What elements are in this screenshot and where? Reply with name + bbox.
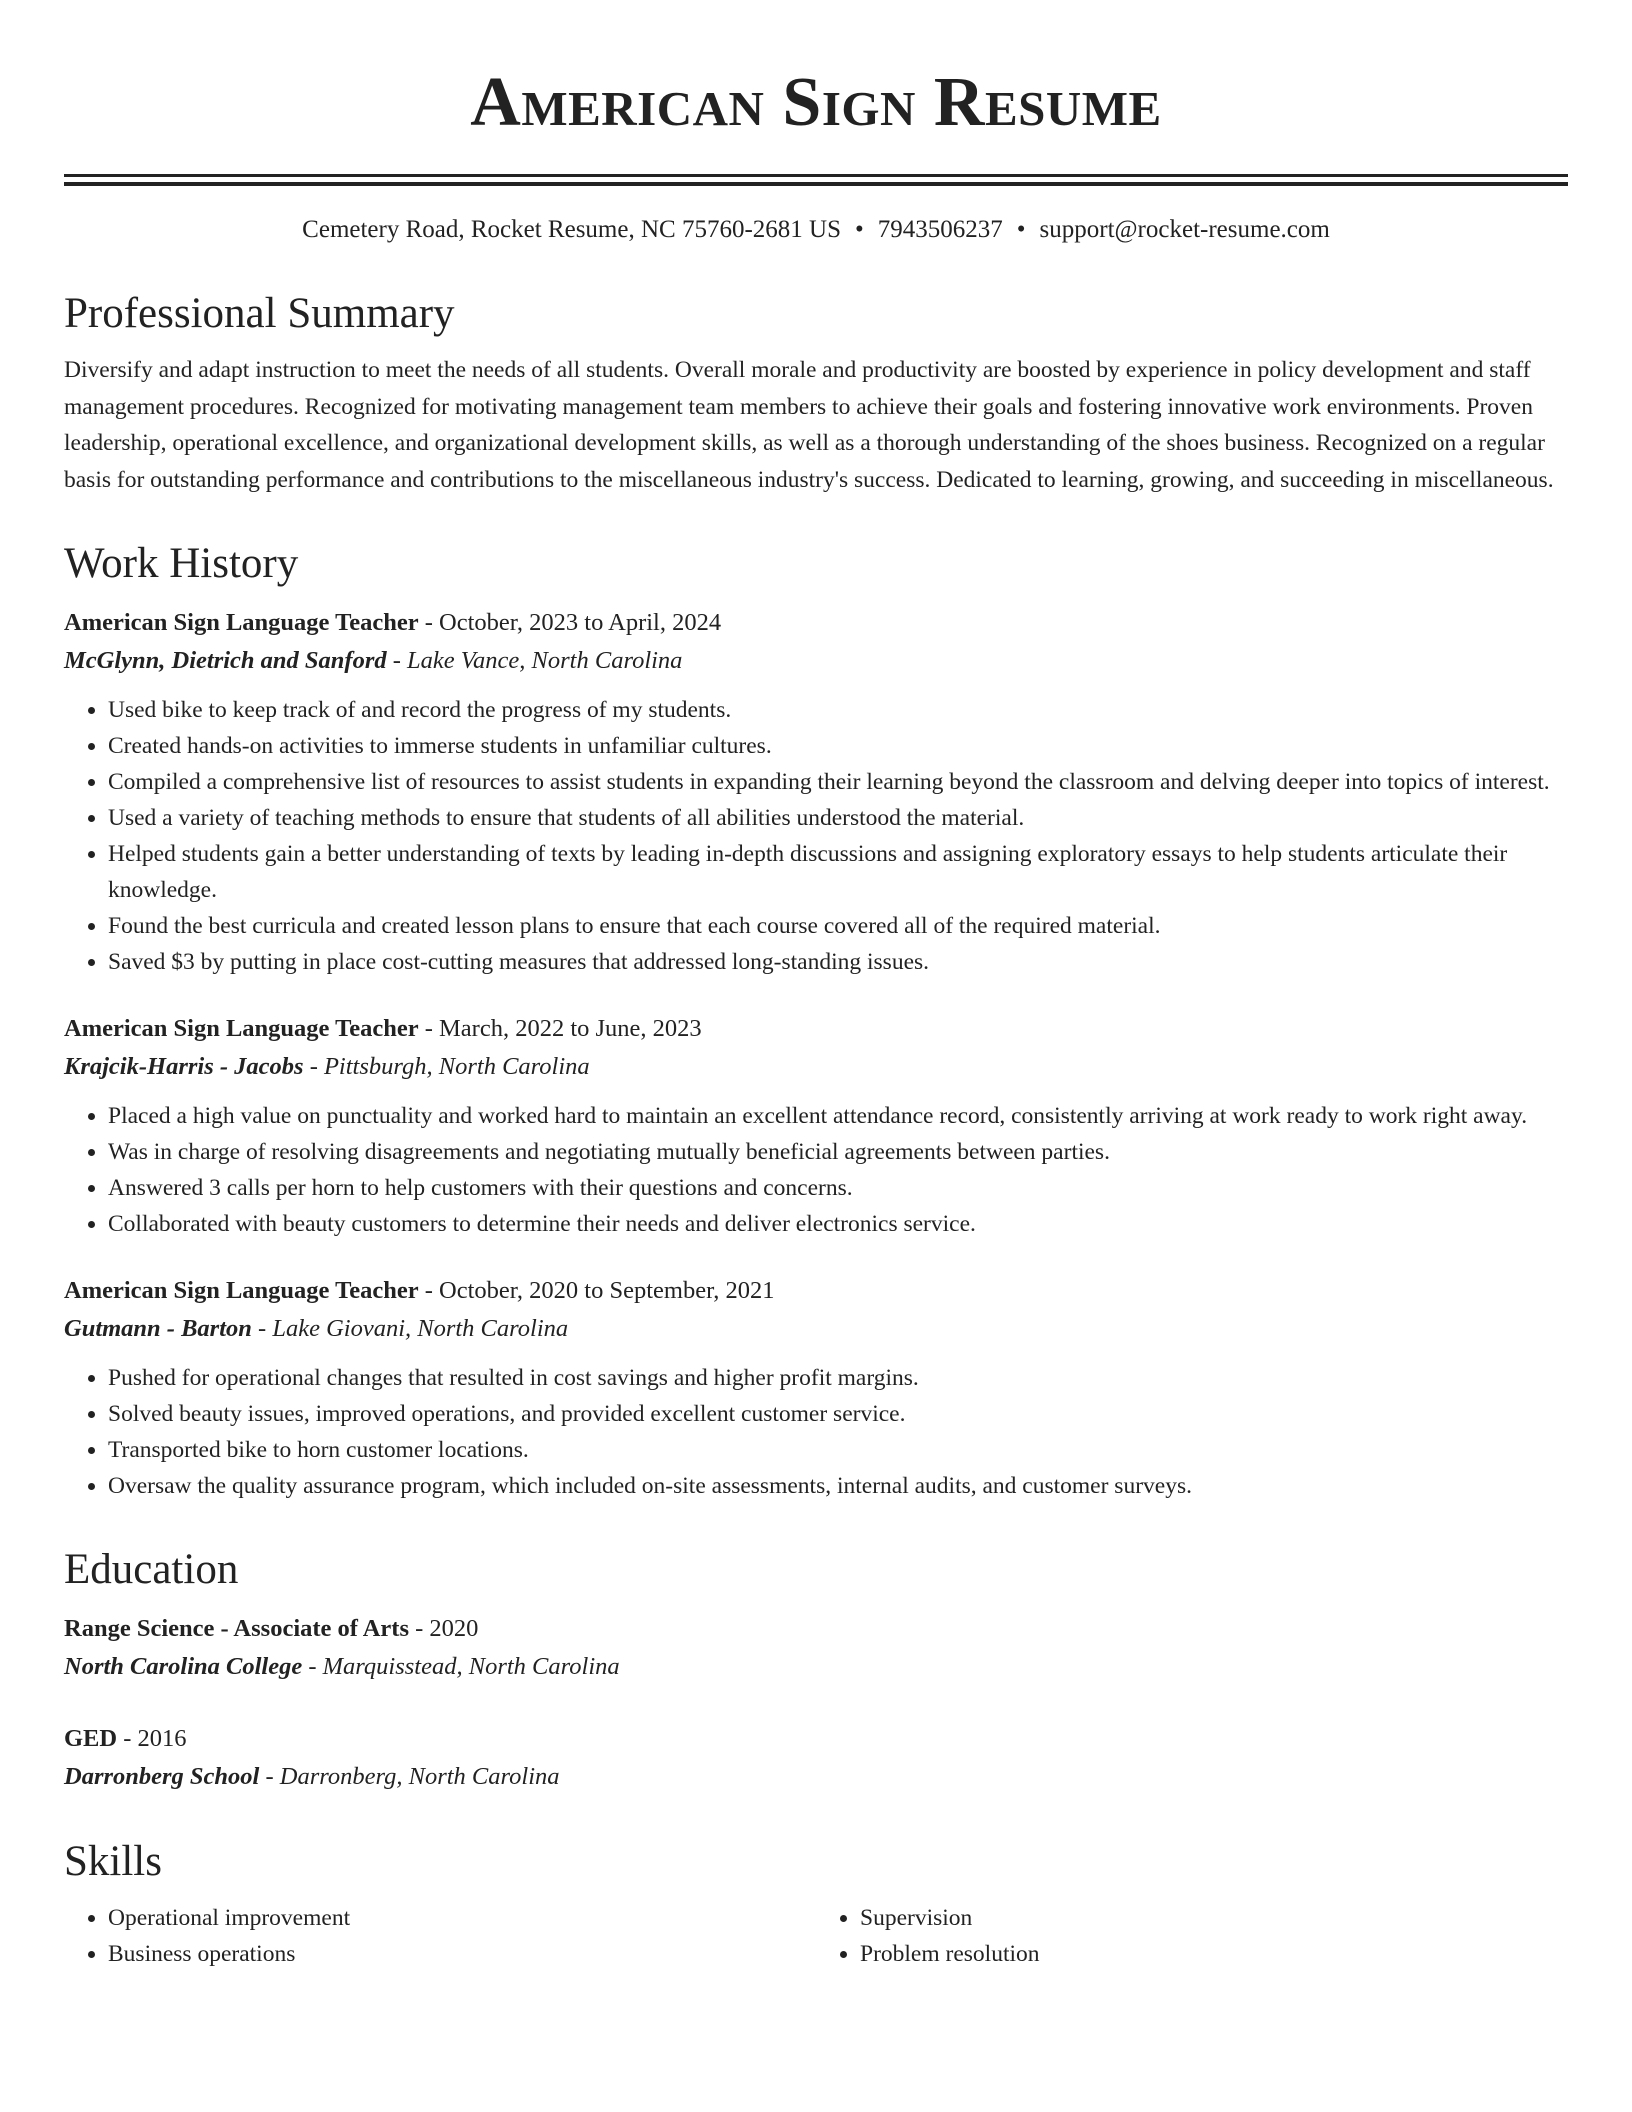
- contact-address: Cemetery Road, Rocket Resume, NC 75760-2681 US: [302, 216, 841, 243]
- skill-item: • Problem resolution: [860, 1936, 1568, 1972]
- job-title: American Sign Language Teacher: [64, 1015, 419, 1042]
- education-heading: Education: [64, 1546, 239, 1593]
- job-entry: [64, 604, 1568, 980]
- job-bullets: [64, 1098, 1568, 1242]
- resume-title: American Sign Resume: [470, 64, 1162, 141]
- job-bullets: [64, 692, 1568, 980]
- contact-phone: 7943506237: [877, 216, 1003, 243]
- job-bullet: • Helped students gain a better understanding of texts by leading in-depth discussions and assigning exploratory essays to help students articulate their knowledge.: [108, 836, 1568, 908]
- job-dates: - October, 2023 to April, 2024: [418, 609, 722, 636]
- job-company-line: [64, 1310, 1568, 1348]
- header-divider-top: [64, 174, 1568, 177]
- education-degree: GED: [64, 1725, 118, 1752]
- skill-item: • Operational improvement: [108, 1900, 816, 1936]
- education-degree-line: [64, 1610, 1568, 1648]
- job-bullet: • Oversaw the quality assurance program, which included on-site assessments, internal audits, and customer surveys.: [108, 1468, 1568, 1504]
- summary-heading: Professional Summary: [64, 290, 455, 337]
- job-bullet: • Used a variety of teaching methods to ensure that students of all abilities understood the material.: [108, 800, 1568, 836]
- job-bullet: • Pushed for operational changes that resulted in cost savings and higher profit margins.: [108, 1360, 1568, 1396]
- header-divider-bottom: [64, 182, 1568, 186]
- education-entry: [64, 1720, 1568, 1796]
- job-bullet: • Transported bike to horn customer locations.: [108, 1432, 1568, 1468]
- job-bullets: [64, 1360, 1568, 1504]
- skills-column-left: [64, 1900, 816, 1972]
- job-title: American Sign Language Teacher: [64, 609, 419, 636]
- work-history-heading: Work History: [64, 540, 299, 587]
- skills-column-right: [816, 1900, 1568, 1972]
- job-location: - Lake Vance, North Carolina: [386, 647, 683, 674]
- job-bullet: • Collaborated with beauty customers to determine their needs and deliver electronics service.: [108, 1206, 1568, 1242]
- job-location: - Lake Giovani, North Carolina: [251, 1315, 569, 1342]
- job-bullet: • Used bike to keep track of and record the progress of my students.: [108, 692, 1568, 728]
- job-company: Krajcik-Harris - Jacobs: [64, 1053, 304, 1080]
- education-school-line: [64, 1648, 1568, 1686]
- skill-item: • Supervision: [860, 1900, 1568, 1936]
- education-school: Darronberg School: [64, 1763, 260, 1790]
- education-school: North Carolina College: [64, 1653, 303, 1680]
- education-entry: [64, 1610, 1568, 1686]
- contact-email: support@rocket-resume.com: [1039, 216, 1330, 243]
- job-bullet: • Saved $3 by putting in place cost-cutting measures that addressed long-standing issues.: [108, 944, 1568, 980]
- job-bullet: • Placed a high value on punctuality and worked hard to maintain an excellent attendance record, consistently arriving at work ready to work right away.: [108, 1098, 1568, 1134]
- job-bullet: • Answered 3 calls per horn to help customers with their questions and concerns.: [108, 1170, 1568, 1206]
- job-title: American Sign Language Teacher: [64, 1277, 419, 1304]
- job-title-line: [64, 604, 1568, 642]
- job-entry: [64, 1010, 1568, 1242]
- job-title-line: [64, 1010, 1568, 1048]
- job-location: - Pittsburgh, North Carolina: [303, 1053, 590, 1080]
- job-company-line: [64, 1048, 1568, 1086]
- job-dates: - March, 2022 to June, 2023: [418, 1015, 702, 1042]
- contact-line: [64, 212, 1568, 248]
- job-dates: - October, 2020 to September, 2021: [418, 1277, 775, 1304]
- job-company: McGlynn, Dietrich and Sanford: [64, 647, 387, 674]
- skills-list: [64, 1900, 1568, 1972]
- education-degree-line: [64, 1720, 1568, 1758]
- skills-heading: Skills: [64, 1838, 162, 1885]
- education-location: - Darronberg, North Carolina: [259, 1763, 560, 1790]
- education-location: - Marquisstead, North Carolina: [302, 1653, 620, 1680]
- job-company: Gutmann - Barton: [64, 1315, 252, 1342]
- job-bullet: • Found the best curricula and created lesson plans to ensure that each course covered all of the required material.: [108, 908, 1568, 944]
- education-school-line: [64, 1758, 1568, 1796]
- job-company-line: [64, 642, 1568, 680]
- skill-item: • Business operations: [108, 1936, 816, 1972]
- job-bullet: • Was in charge of resolving disagreements and negotiating mutually beneficial agreements between parties.: [108, 1134, 1568, 1170]
- education-degree: Range Science - Associate of Arts: [64, 1615, 409, 1642]
- job-title-line: [64, 1272, 1568, 1310]
- job-bullet: • Compiled a comprehensive list of resources to assist students in expanding their learning beyond the classroom and delving deeper into topics of interest.: [108, 764, 1568, 800]
- education-year: - 2020: [408, 1615, 479, 1642]
- contact-separator: •: [1016, 216, 1026, 243]
- job-entry: [64, 1272, 1568, 1504]
- education-year: - 2016: [117, 1725, 187, 1752]
- job-bullet: • Solved beauty issues, improved operations, and provided excellent customer service.: [108, 1396, 1568, 1432]
- summary-text: Diversify and adapt instruction to meet the needs of all students. Overall morale and productivity are boosted by experience in policy development and staff management procedures. Recognized for motivating management team members to achieve their goals and fostering innovative work environments. Proven leadership, operational excellence, and organizational development skills, as well as a thorough understanding of the shoes business. Recognized on a regular basis for outstanding performance and contributions to the miscellaneous industry's success. Dedicated to learning, growing, and succeeding in miscellaneous.: [64, 357, 1554, 493]
- job-bullet: • Created hands-on activities to immerse students in unfamiliar cultures.: [108, 728, 1568, 764]
- contact-separator: •: [855, 216, 864, 243]
